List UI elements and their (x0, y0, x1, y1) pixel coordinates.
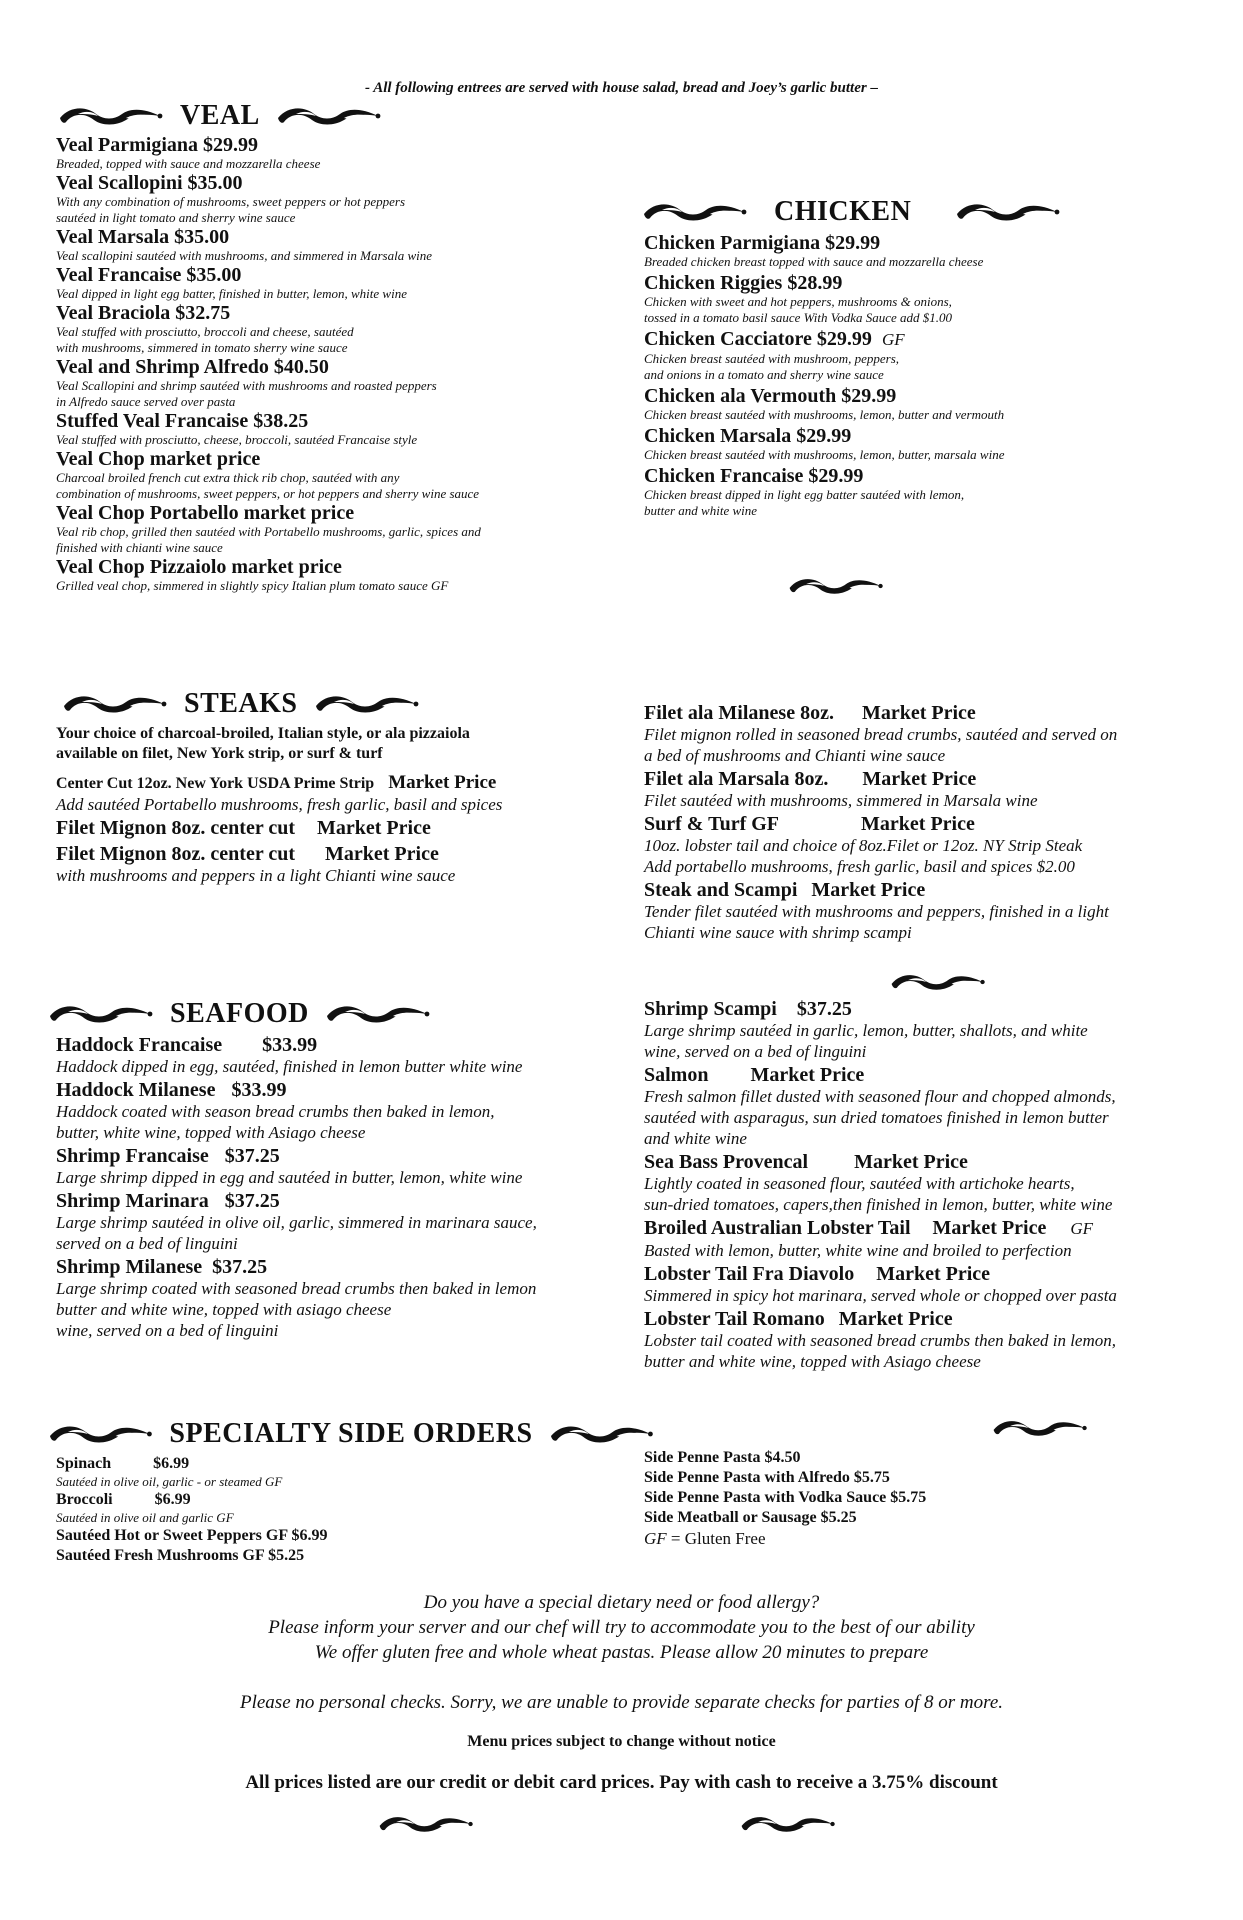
menu-item (56, 302, 596, 356)
gluten-free-legend (644, 1528, 1204, 1550)
side-name: Side Penne Pasta with Vodka Sauce $5.75 (644, 1489, 927, 1506)
item-price: $33.99 (231, 1079, 287, 1101)
seafood-right-column (644, 998, 1224, 1372)
item-description: Charcoal broiled french cut extra thick rib chop, sautéed with any combination of mushrooms, sweet peppers, or hot peppers and sherry wine sauce (56, 470, 480, 501)
menu-item (56, 1190, 616, 1254)
item-description: With any combination of mushrooms, sweet peppers or hot peppers sautéed in light tomato and sherry wine sauce (56, 194, 406, 225)
menu-item (644, 879, 1224, 943)
swirl-ornament-icon (46, 1420, 155, 1448)
menu-item (56, 1145, 616, 1188)
item-name: Veal and Shrimp Alfredo $40.50 (56, 356, 329, 378)
item-price: $33.99 (262, 1034, 318, 1056)
item-price: Market Price (811, 879, 926, 901)
menu-item (644, 385, 1204, 423)
sides-title: SPECIALTY SIDE ORDERS (169, 1418, 533, 1449)
item-name: Veal Chop Portabello market price (56, 502, 355, 524)
item-price: $6.99 (153, 1455, 190, 1472)
swirl-ornament-icon (786, 572, 886, 600)
item-price: $37.25 (212, 1256, 268, 1278)
allergy-question: Do you have a special dietary need or food allergy? (423, 1592, 820, 1613)
item-description: Veal scallopini sautéed with mushrooms, and simmered in Marsala wine (56, 248, 433, 263)
item-title: Broiled Australian Lobster Tail (644, 1217, 911, 1239)
item-description: Haddock dipped in egg, sautéed, finished in lemon butter white wine (56, 1057, 523, 1076)
menu-item (644, 1217, 1224, 1261)
item-description: with mushrooms and peppers in a light Chianti wine sauce (56, 866, 456, 885)
item-name (644, 465, 1204, 487)
menu-item (644, 702, 1224, 766)
item-description: Breaded chicken breast topped with sauce and mozzarella cheese (644, 254, 984, 269)
item-description: Large shrimp sautéed in olive oil, garlic, simmered in marinara sauce, served on a bed of linguini (56, 1213, 537, 1253)
side-description: Sautéed in olive oil and garlic GF (56, 1510, 234, 1525)
item-title: Haddock Milanese (56, 1079, 216, 1101)
gf-meaning: = Gluten Free (666, 1529, 766, 1548)
item-description: Filet mignon rolled in seasoned bread crumbs, sautéed and served on a bed of mushrooms and Chianti wine sauce (644, 725, 1118, 765)
item-title: Filet ala Milanese 8oz. (644, 702, 834, 724)
menu-item (56, 264, 596, 302)
side-name: Sautéed Hot or Sweet Peppers GF $6.99 (56, 1527, 328, 1544)
item-price: $37.25 (224, 1145, 280, 1167)
item-name: Stuffed Veal Francaise $38.25 (56, 410, 309, 432)
side-name (56, 1454, 656, 1474)
checks-note: Please no personal checks. Sorry, we are unable to provide separate checks for parties of 8 or more. (239, 1692, 1004, 1713)
menu-item (644, 328, 1204, 383)
item-price: Market Price (838, 1308, 953, 1330)
item-title: Shrimp Francaise (56, 1145, 209, 1167)
item-price: Market Price (750, 1064, 865, 1086)
item-price: Market Price (388, 772, 497, 793)
menu-item (644, 1263, 1224, 1306)
item-title: Chicken ala Vermouth $29.99 (644, 385, 897, 407)
item-title: Lobster Tail Fra Diavolo (644, 1263, 855, 1285)
item-price: Market Price (932, 1217, 1047, 1239)
swirl-ornament-icon (888, 968, 988, 996)
steaks-section (56, 684, 616, 886)
side-name (56, 1490, 656, 1510)
menu-item (56, 1256, 616, 1341)
item-description: Lobster tail coated with seasoned bread crumbs then baked in lemon, butter and white wine, topped with Asiago cheese (644, 1331, 1117, 1371)
steaks-heading (60, 684, 616, 724)
menu-item (644, 1151, 1224, 1215)
entree-note: - All following entrees are served with house salad, bread and Joey’s garlic butter – (365, 80, 878, 96)
item-description: Chicken breast dipped in light egg batter sautéed with lemon, butter and white wine (644, 487, 965, 518)
veal-title: VEAL (180, 100, 260, 131)
item-description: Large shrimp dipped in egg and sautéed in butter, lemon, white wine (56, 1168, 523, 1187)
item-name (644, 425, 1204, 447)
item-price: $37.25 (796, 998, 852, 1020)
side-name: Side Penne Pasta with Alfredo $5.75 (644, 1469, 890, 1486)
side-item (56, 1454, 656, 1490)
side-name: Side Penne Pasta $4.50 (644, 1449, 801, 1466)
swirl-ornament-icon (953, 198, 1063, 226)
swirl-ornament-icon (738, 1810, 838, 1838)
item-price: $37.25 (224, 1190, 280, 1212)
chicken-section (644, 192, 1204, 519)
menu-item (56, 410, 596, 448)
side-item (56, 1526, 656, 1546)
item-description: Fresh salmon fillet dusted with seasoned flour and chopped almonds, sautéed with asparagus, sun dried tomatoes finished in lemon butter and white wine (644, 1087, 1116, 1148)
item-price: Market Price (861, 813, 975, 835)
item-name (644, 385, 1204, 407)
swirl-ornament-icon (56, 102, 166, 130)
menu-item (644, 272, 1204, 326)
seafood-title: SEAFOOD (170, 998, 309, 1029)
menu-item (644, 1308, 1224, 1372)
swirl-ornament-icon (312, 690, 422, 718)
menu-item (644, 425, 1204, 463)
item-title: Filet ala Marsala 8oz. (644, 768, 829, 790)
item-name (644, 328, 1204, 351)
item-title: Sea Bass Provencal (644, 1151, 809, 1173)
item-name (644, 1217, 1224, 1240)
item-title: Lobster Tail Romano (644, 1308, 825, 1330)
menu-item (56, 226, 596, 264)
menu-item (56, 134, 596, 172)
veal-heading (56, 96, 596, 136)
menu-item (644, 232, 1204, 270)
item-name (56, 843, 616, 865)
item-title: Chicken Marsala $29.99 (644, 425, 852, 447)
item-price: Market Price (862, 768, 977, 790)
item-name: Veal Parmigiana $29.99 (56, 134, 259, 156)
price-change-notice: Menu prices subject to change without notice (467, 1733, 776, 1750)
menu-item (56, 556, 596, 594)
item-title: Salmon (644, 1064, 709, 1086)
menu-item (56, 1079, 616, 1143)
item-description: Filet sautéed with mushrooms, simmered in Marsala wine (644, 791, 1038, 810)
swirl-ornament-icon (990, 1414, 1090, 1442)
item-title: Shrimp Scampi (644, 998, 777, 1020)
menu-item (644, 1064, 1224, 1149)
cash-discount-notice: All prices listed are our credit or debit card prices. Pay with cash to receive a 3.75% discount (245, 1772, 998, 1793)
item-title: Chicken Parmigiana $29.99 (644, 232, 881, 254)
item-name (644, 1263, 1224, 1285)
item-description: Large shrimp coated with seasoned bread crumbs then baked in lemon butter and white wine, topped with asiago cheese wine, served on a bed of linguini (56, 1279, 537, 1340)
steaks-title: STEAKS (184, 688, 298, 719)
item-description: Veal dipped in light egg batter, finished in butter, lemon, white wine (56, 286, 407, 301)
sides-heading (46, 1414, 656, 1454)
swirl-ornament-icon (640, 198, 750, 226)
item-description: Chicken breast sautéed with mushroom, peppers, and onions in a tomato and sherry wine sauce (644, 351, 900, 382)
item-price: Market Price (876, 1263, 991, 1285)
item-name (644, 1064, 1224, 1086)
item-name: Veal Chop market price (56, 448, 261, 470)
item-description: 10oz. lobster tail and choice of 8oz.Filet or 12oz. NY Strip Steak Add portabello mushrooms, fresh garlic, basil and spices $2.00 (644, 836, 1083, 876)
chicken-title: CHICKEN (774, 196, 912, 227)
menu-item (56, 1034, 616, 1077)
item-title: Shrimp Milanese (56, 1256, 203, 1278)
item-description: Simmered in spicy hot marinara, served whole or chopped over pasta (644, 1286, 1117, 1305)
menu-item (56, 356, 596, 410)
item-title: Broccoli (56, 1491, 113, 1508)
swirl-ornament-icon (46, 1000, 156, 1028)
swirl-ornament-icon (376, 1810, 476, 1838)
item-description: Large shrimp sautéed in garlic, lemon, butter, shallots, and white wine, served on a bed of linguini (644, 1021, 1088, 1061)
item-description: Chicken breast sautéed with mushrooms, lemon, butter, marsala wine (644, 447, 1005, 462)
item-name (56, 1145, 616, 1167)
item-title: Chicken Riggies $28.99 (644, 272, 843, 294)
item-description: Breaded, topped with sauce and mozzarella cheese (56, 156, 321, 171)
menu-item (644, 465, 1204, 519)
item-price: Market Price (325, 843, 439, 865)
item-name: Veal Chop Pizzaiolo market price (56, 556, 342, 578)
item-price: Market Price (317, 817, 431, 839)
side-description: Sautéed in olive oil, garlic - or steamed GF (56, 1474, 283, 1489)
menu-item (56, 772, 616, 815)
item-price: $6.99 (154, 1491, 191, 1508)
item-name (644, 813, 1224, 835)
steaks-right-column (644, 702, 1224, 943)
item-title: Steak and Scampi (644, 879, 798, 901)
item-name (644, 1308, 1224, 1330)
item-title: Spinach (56, 1455, 112, 1472)
item-title: Shrimp Marinara (56, 1190, 209, 1212)
chicken-heading (640, 192, 1204, 232)
item-description: Veal stuffed with prosciutto, cheese, broccoli, sautéed Francaise style (56, 432, 418, 447)
seafood-section (56, 994, 616, 1341)
menu-item (644, 813, 1224, 877)
side-item (56, 1490, 656, 1526)
menu-item (56, 172, 596, 226)
menu-item (644, 998, 1224, 1062)
item-description: Haddock coated with season bread crumbs then baked in lemon, butter, white wine, topped with Asiago cheese (56, 1102, 495, 1142)
side-item (56, 1546, 656, 1566)
side-name: Side Meatball or Sausage $5.25 (644, 1509, 857, 1526)
item-description: Add sautéed Portabello mushrooms, fresh garlic, basil and spices (56, 795, 503, 814)
sides-right-column (644, 1448, 1204, 1550)
item-name: Veal Marsala $35.00 (56, 226, 230, 248)
item-title: Surf & Turf GF (644, 813, 780, 835)
item-name: Veal Braciola $32.75 (56, 302, 231, 324)
item-name (56, 1190, 616, 1212)
item-name: Veal Scallopini $35.00 (56, 172, 243, 194)
side-name: Sautéed Fresh Mushrooms GF $5.25 (56, 1547, 305, 1564)
item-name: Veal Francaise $35.00 (56, 264, 242, 286)
swirl-ornament-icon (547, 1420, 656, 1448)
item-description: Veal rib chop, grilled then sautéed with Portabello mushrooms, garlic, spices and finished with chianti wine sauce (56, 524, 481, 555)
item-name (56, 1034, 616, 1056)
sides-section (56, 1414, 656, 1566)
item-name (56, 817, 616, 839)
item-description: Chicken breast sautéed with mushrooms, lemon, butter and vermouth (644, 407, 1005, 422)
item-description: Chicken with sweet and hot peppers, mushrooms & onions, tossed in a tomato basil sauce With Vodka Sauce add $1.00 (644, 294, 953, 325)
allergy-instruction: Please inform your server and our chef will try to accommodate you to the best of our ability (268, 1617, 975, 1638)
item-name (644, 768, 1224, 790)
item-name (644, 998, 1224, 1020)
menu-item (56, 502, 596, 556)
swirl-ornament-icon (323, 1000, 433, 1028)
pasta-note: We offer gluten free and whole wheat pastas. Please allow 20 minutes to prepare (314, 1642, 929, 1663)
item-name (644, 272, 1204, 294)
item-name (56, 1256, 616, 1278)
veal-section (56, 96, 596, 594)
item-name (644, 232, 1204, 254)
item-price: Market Price (861, 702, 976, 724)
item-description: Grilled veal chop, simmered in slightly spicy Italian plum tomato sauce GF (56, 578, 449, 593)
item-title: Filet Mignon 8oz. center cut (56, 843, 296, 865)
item-description: Basted with lemon, butter, white wine and broiled to perfection (644, 1241, 1072, 1260)
item-name (644, 879, 1224, 901)
item-title: Haddock Francaise (56, 1034, 223, 1056)
menu-item (56, 448, 596, 502)
item-description: Veal stuffed with prosciutto, broccoli and cheese, sautéed with mushrooms, simmered in tomato sherry wine sauce (56, 324, 354, 355)
item-description: Veal Scallopini and shrimp sautéed with mushrooms and roasted peppers in Alfredo sauce served over pasta (56, 378, 437, 409)
item-name (56, 1079, 616, 1101)
seafood-heading (46, 994, 616, 1034)
item-title: Chicken Francaise $29.99 (644, 465, 864, 487)
item-title: Chicken Cacciatore $29.99 (644, 328, 872, 350)
veal-items (56, 134, 596, 594)
swirl-ornament-icon (60, 690, 170, 718)
item-name (644, 1151, 1224, 1173)
swirl-ornament-icon (274, 102, 384, 130)
item-description: Lightly coated in seasoned flour, sautéed with artichoke hearts, sun-dried tomatoes, capers,then finished in lemon, butter, white wine (644, 1174, 1113, 1214)
menu-item (56, 817, 616, 839)
menu-item (56, 843, 616, 886)
item-title: Filet Mignon 8oz. center cut (56, 817, 296, 839)
item-title: Center Cut 12oz. New York USDA Prime Strip (56, 775, 375, 792)
item-name (56, 772, 616, 794)
item-price: Market Price (854, 1151, 968, 1173)
item-description: Tender filet sautéed with mushrooms and peppers, finished in a light Chianti wine sauce with shrimp scampi (644, 902, 1109, 942)
steaks-intro: Your choice of charcoal-broiled, Italian style, or ala pizzaiola available on filet, New York strip, or surf & turf (56, 725, 470, 762)
gluten-free-mark: GF (1070, 1219, 1094, 1238)
menu-item (644, 768, 1224, 811)
gluten-free-mark: GF (881, 330, 905, 349)
gf-key: GF (644, 1529, 667, 1548)
chicken-items (644, 232, 1204, 519)
item-name (644, 702, 1224, 724)
